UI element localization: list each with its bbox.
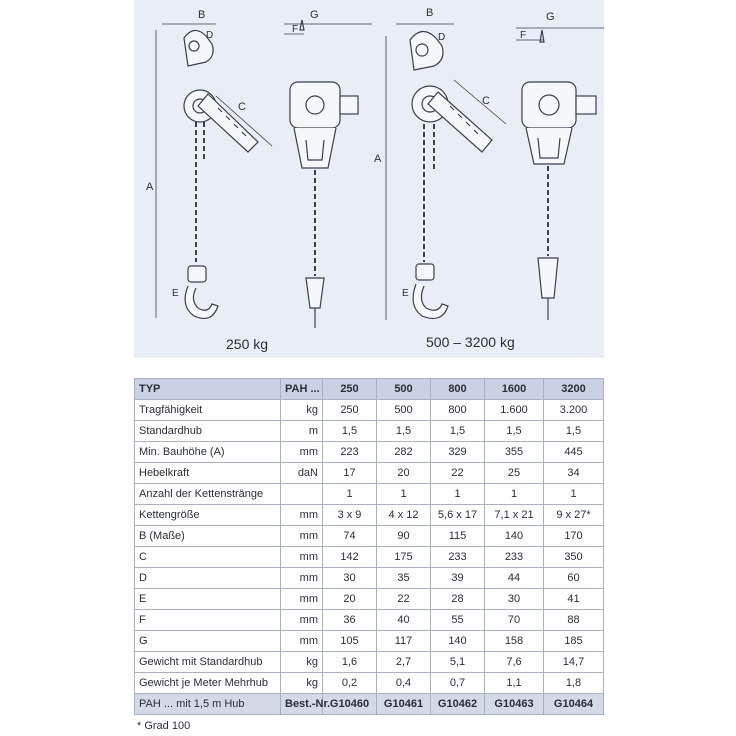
spec-table (134, 378, 604, 715)
row-label: Anzahl der Kettenstränge (135, 484, 281, 505)
table-cell: 1,6 (323, 652, 377, 673)
table-cell: 7,1 x 21 (485, 505, 544, 526)
table-cell: 35 (377, 568, 431, 589)
row-unit: kg (281, 673, 323, 694)
table-cell: 800 (431, 379, 485, 400)
table-cell: 800 (431, 400, 485, 421)
table-cell: 1,1 (485, 673, 544, 694)
row-label: Min. Bauhöhe (A) (135, 442, 281, 463)
table-cell: G10464 (544, 694, 604, 715)
row-unit: mm (281, 505, 323, 526)
table-cell: 1,5 (485, 421, 544, 442)
table-row-1 (135, 421, 604, 442)
table-cell: G10463 (485, 694, 544, 715)
table-cell: 115 (431, 526, 485, 547)
table-row-7 (135, 547, 604, 568)
table-cell: G10462 (431, 694, 485, 715)
caption-large-hoist: 500 – 3200 kg (426, 334, 515, 350)
table-cell: 5,1 (431, 652, 485, 673)
table-cell: 3.200 (544, 400, 604, 421)
table-cell: 1 (377, 484, 431, 505)
table-cell: 500 (377, 379, 431, 400)
table-cell: 22 (431, 463, 485, 484)
row-unit: daN (281, 463, 323, 484)
table-cell: 44 (485, 568, 544, 589)
row-unit: mm (281, 589, 323, 610)
table-cell: 140 (431, 631, 485, 652)
row-label: Kettengröße (135, 505, 281, 526)
table-cell: 350 (544, 547, 604, 568)
table-cell: 1 (431, 484, 485, 505)
table-cell: 1 (544, 484, 604, 505)
table-cell: 74 (323, 526, 377, 547)
table-cell: 5,6 x 17 (431, 505, 485, 526)
table-row-6 (135, 526, 604, 547)
table-cell: 500 (377, 400, 431, 421)
dim-letter-b-large: B (426, 7, 434, 19)
row-label: D (135, 568, 281, 589)
dim-letter-f-large: F (520, 30, 527, 41)
small-hoist-side-view (156, 24, 272, 318)
dim-letter-c: C (238, 101, 246, 113)
table-cell: 30 (485, 589, 544, 610)
table-cell: 14,7 (544, 652, 604, 673)
row-unit: kg (281, 652, 323, 673)
table-cell: G10460 (323, 694, 377, 715)
table-cell: 22 (377, 589, 431, 610)
table-cell: 20 (377, 463, 431, 484)
dim-letter-g-large: G (546, 11, 555, 23)
table-cell: 142 (323, 547, 377, 568)
table-row-5 (135, 505, 604, 526)
row-unit: mm (281, 442, 323, 463)
row-unit: PAH ... (281, 379, 323, 400)
table-cell: 0,7 (431, 673, 485, 694)
row-label: E (135, 589, 281, 610)
table-cell: 20 (323, 589, 377, 610)
table-cell: 41 (544, 589, 604, 610)
table-cell: 1 (485, 484, 544, 505)
table-cell: 1,5 (431, 421, 485, 442)
technical-drawing-panel (134, 0, 604, 358)
table-cell: 90 (377, 526, 431, 547)
table-row-10 (135, 610, 604, 631)
row-label: B (Maße) (135, 526, 281, 547)
table-cell: 1,5 (544, 421, 604, 442)
table-cell: 3200 (544, 379, 604, 400)
dim-letter-d: D (206, 30, 214, 41)
dim-letter-g: G (310, 9, 319, 21)
table-row-8 (135, 568, 604, 589)
table-cell: 223 (323, 442, 377, 463)
table-row-12 (135, 652, 604, 673)
table-cell: 1,8 (544, 673, 604, 694)
dim-letter-b: B (198, 9, 206, 21)
dim-letter-a: A (146, 181, 154, 193)
row-label: Standardhub (135, 421, 281, 442)
table-cell: 233 (485, 547, 544, 568)
table-cell: 0,2 (323, 673, 377, 694)
table-cell: 1600 (485, 379, 544, 400)
large-hoist-side-view (386, 24, 506, 320)
table-cell: 250 (323, 400, 377, 421)
table-cell: 70 (485, 610, 544, 631)
row-unit: kg (281, 400, 323, 421)
row-unit: mm (281, 568, 323, 589)
row-label: C (135, 547, 281, 568)
table-cell: 55 (431, 610, 485, 631)
hoist-drawings (134, 0, 604, 358)
large-hoist-front-view (516, 28, 604, 320)
table-cell: 233 (431, 547, 485, 568)
dim-letter-a-large: A (374, 153, 382, 165)
table-cell: 34 (544, 463, 604, 484)
table-row-13 (135, 673, 604, 694)
table-cell: 2,7 (377, 652, 431, 673)
table-cell: 445 (544, 442, 604, 463)
footnote: * Grad 100 (137, 720, 191, 732)
table-cell: 25 (485, 463, 544, 484)
row-unit: mm (281, 631, 323, 652)
table-row-2 (135, 442, 604, 463)
dim-letter-f: F (292, 24, 299, 35)
row-label: TYP (135, 379, 281, 400)
table-cell: 0,4 (377, 673, 431, 694)
table-row-header (135, 379, 604, 400)
table-cell: 282 (377, 442, 431, 463)
table-row-0 (135, 400, 604, 421)
table-cell: 4 x 12 (377, 505, 431, 526)
table-row-11 (135, 631, 604, 652)
table-cell: 170 (544, 526, 604, 547)
dim-letter-e-large: E (402, 288, 409, 299)
table-row-9 (135, 589, 604, 610)
row-label: G (135, 631, 281, 652)
table-cell: 3 x 9 (323, 505, 377, 526)
row-unit: Best.-Nr. (281, 694, 323, 715)
table-cell: 105 (323, 631, 377, 652)
row-label: Gewicht je Meter Mehrhub (135, 673, 281, 694)
row-unit: mm (281, 610, 323, 631)
row-unit (281, 484, 323, 505)
row-unit: mm (281, 547, 323, 568)
table-cell: 39 (431, 568, 485, 589)
table-row-3 (135, 463, 604, 484)
table-cell: 17 (323, 463, 377, 484)
table-cell: 158 (485, 631, 544, 652)
table-row-4 (135, 484, 604, 505)
table-row-order-number (135, 694, 604, 715)
table-cell: 88 (544, 610, 604, 631)
caption-small-hoist: 250 kg (226, 336, 269, 352)
row-label: Gewicht mit Standardhub (135, 652, 281, 673)
table-cell: 1,5 (377, 421, 431, 442)
dim-letter-e: E (172, 288, 179, 299)
table-cell: 250 (323, 379, 377, 400)
table-cell: 9 x 27* (544, 505, 604, 526)
table-cell: G10461 (377, 694, 431, 715)
row-label: Hebelkraft (135, 463, 281, 484)
row-label: PAH ... mit 1,5 m Hub (135, 694, 281, 715)
table-cell: 355 (485, 442, 544, 463)
small-hoist-front-view (284, 20, 372, 328)
table-cell: 117 (377, 631, 431, 652)
row-unit: mm (281, 526, 323, 547)
dim-letter-d-large: D (438, 32, 446, 43)
dim-letter-c-large: C (482, 95, 490, 107)
table-cell: 60 (544, 568, 604, 589)
row-unit: m (281, 421, 323, 442)
table-cell: 140 (485, 526, 544, 547)
row-label: F (135, 610, 281, 631)
table-cell: 329 (431, 442, 485, 463)
row-label: Tragfähigkeit (135, 400, 281, 421)
table-cell: 36 (323, 610, 377, 631)
table-cell: 30 (323, 568, 377, 589)
table-cell: 1 (323, 484, 377, 505)
table-cell: 1.600 (485, 400, 544, 421)
table-cell: 28 (431, 589, 485, 610)
table-cell: 185 (544, 631, 604, 652)
table-cell: 40 (377, 610, 431, 631)
table-cell: 1,5 (323, 421, 377, 442)
table-cell: 175 (377, 547, 431, 568)
table-cell: 7,6 (485, 652, 544, 673)
